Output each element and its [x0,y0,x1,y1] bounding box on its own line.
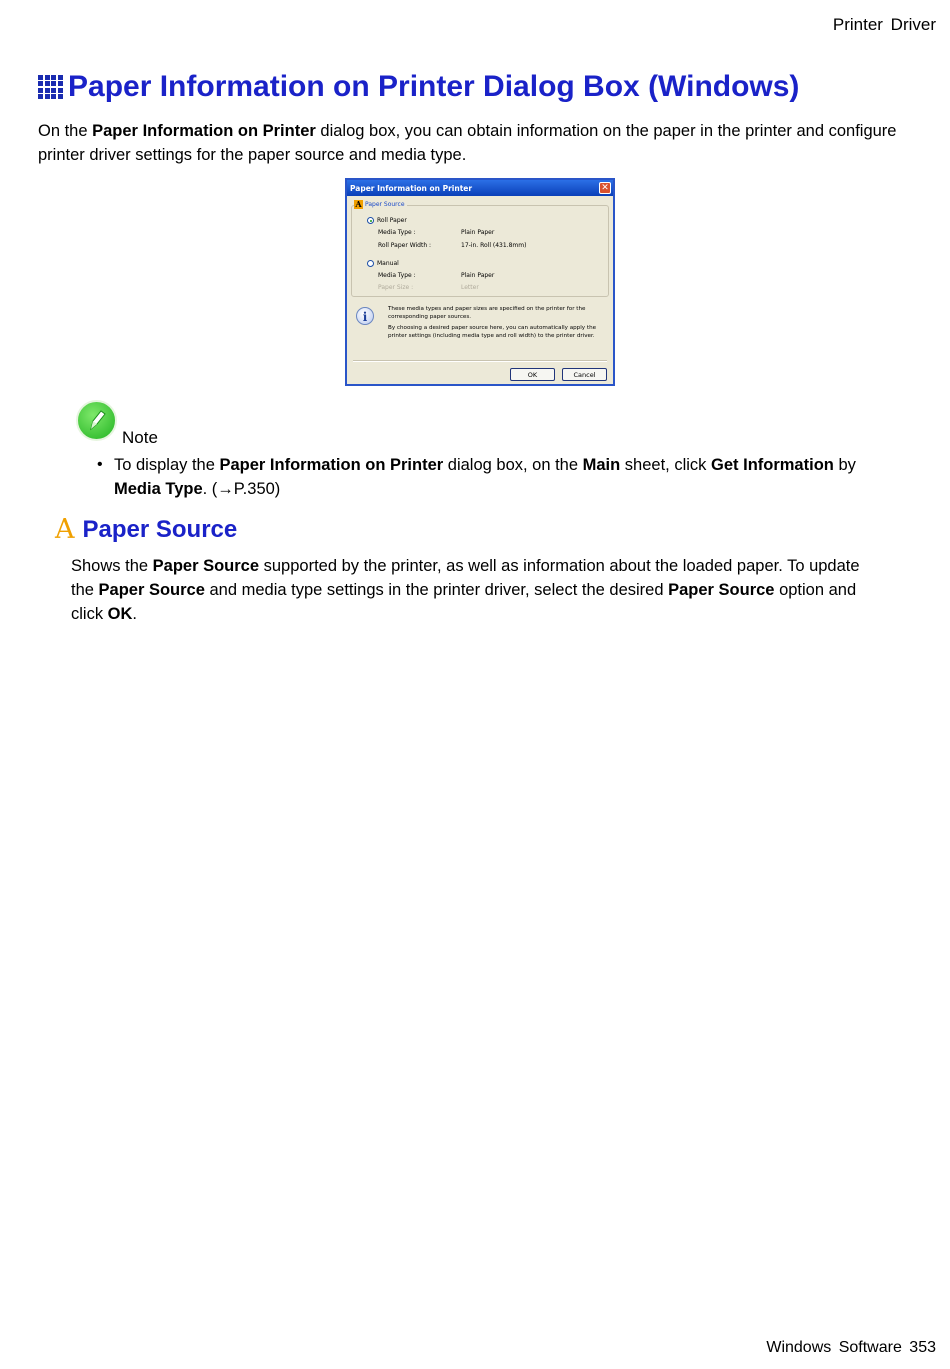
section-heading [55,514,237,545]
manual-media-type-value: Plain Paper [461,272,495,279]
cancel-button[interactable]: Cancel [562,368,607,381]
dialog-titlebar [347,180,613,196]
section-title: Paper Source [82,515,238,543]
page-number: 353 [909,1339,936,1356]
radio-selected-icon [367,217,374,224]
callout-a-marker: A [355,199,362,209]
note-label: Note [122,428,158,447]
manual-size-value: Letter [461,284,479,291]
paper-source-group [351,199,609,297]
intro-paragraph: On the Paper Information on Printer dialog box, you can obtain information on the paper in the printer and configure printer driver settings for the paper source and media type. [38,122,897,164]
info-icon: i [356,307,374,325]
ok-button[interactable]: OK [510,368,555,381]
note-pencil-icon [76,400,117,441]
manual-size-label: Paper Size : [378,284,414,291]
group-label: Paper Source [365,201,405,208]
page-title: Paper Information on Printer Dialog Box (Windows) [68,70,800,103]
dialog-separator [353,360,607,362]
roll-media-type-value: Plain Paper [461,229,495,236]
note-bullet-icon: • [97,456,103,473]
dialog-title: Paper Information on Printer [350,183,473,193]
info-text-2: By choosing a desired paper source here, you can automatically apply the printer settings (including media type and roll width) to the printer driver. [388,325,597,339]
roll-media-type-label: Media Type : [378,229,416,236]
page-footer [766,1339,936,1357]
paper-information-dialog [345,178,615,386]
page-title-row [38,70,799,104]
info-text-1: These media types and paper sizes are specified on the printer for the corresponding paper sources. [388,306,586,320]
manual-radio[interactable]: Manual [367,260,399,267]
radio-unselected-icon [367,260,374,267]
note-text: To display the Paper Information on Printer dialog box, on the Main sheet, click Get Information by Media Type. (→P.350) [114,456,856,498]
footer-section: Windows Software [766,1339,902,1356]
roll-paper-radio[interactable]: Roll Paper [367,217,407,224]
running-header: Printer Driver [832,15,936,34]
roll-width-label: Roll Paper Width : [378,242,432,249]
grid-bullet-icon [38,75,63,100]
section-paragraph: Shows the Paper Source supported by the printer, as well as information about the loaded paper. To update the Paper Source and media type settings in the printer driver, select the desired Paper Source option and click OK. [71,557,860,623]
close-icon[interactable]: ✕ [599,182,611,194]
section-letter-marker: A [55,514,75,545]
roll-width-value: 17-in. Roll (431.8mm) [461,242,527,249]
manual-media-type-label: Media Type : [378,272,416,279]
group-legend [354,200,407,209]
